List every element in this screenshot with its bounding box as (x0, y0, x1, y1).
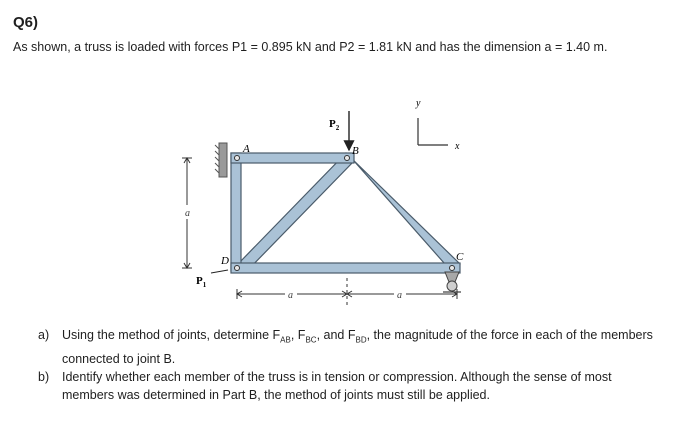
axis-x-label: x (455, 141, 460, 152)
task-a (38, 326, 658, 368)
load-p1 (196, 270, 228, 289)
label-p1: $P_1$ (196, 275, 207, 289)
load-p2 (329, 111, 349, 150)
task-b-text: Identify whether each member of the truss is in tension or compression. Although the sense of most members was determined in Part B, the method of joints must still be applied. (62, 369, 612, 402)
task-b (38, 368, 658, 404)
task-list (38, 326, 658, 404)
horizontal-dimension (237, 278, 457, 308)
roller-support-c (443, 272, 461, 292)
axis-y-label: y (416, 98, 421, 109)
label-c: C (456, 251, 464, 263)
truss-figure (170, 92, 480, 312)
coordinate-axes (418, 118, 448, 145)
pins (235, 156, 455, 271)
pin-a (235, 156, 240, 161)
member-bc (346, 153, 460, 272)
label-b: B (352, 145, 359, 157)
wall-support-a (215, 143, 227, 177)
pin-b (345, 156, 350, 161)
question-number: Q6) (13, 14, 39, 31)
truss-members (231, 153, 460, 273)
task-a-text: Using the method of joints, determine $F_{AB}$, $F_{BC}$, and $F_{BD}$, the magnitude of the force in each of the members connected to joint B. (62, 328, 653, 366)
member-ad (231, 153, 241, 271)
pin-c (450, 266, 455, 271)
member-dc (231, 263, 460, 273)
dim-label-a-left: a (288, 290, 293, 301)
label-d: D (221, 255, 229, 267)
task-a-letter: a) (38, 328, 50, 342)
pin-d (235, 266, 240, 271)
dim-label-a-vertical: a (185, 208, 190, 219)
label-p2: $P_2$ (329, 118, 340, 132)
dim-label-a-right: a (397, 290, 402, 301)
member-bd (238, 153, 354, 272)
task-b-letter: b) (38, 369, 50, 384)
problem-statement: As shown, a truss is loaded with forces P1 = 0.895 kN and P2 = 1.81 kN and has the dimension a = 1.40 m. (13, 40, 608, 54)
label-a: A (243, 143, 250, 155)
